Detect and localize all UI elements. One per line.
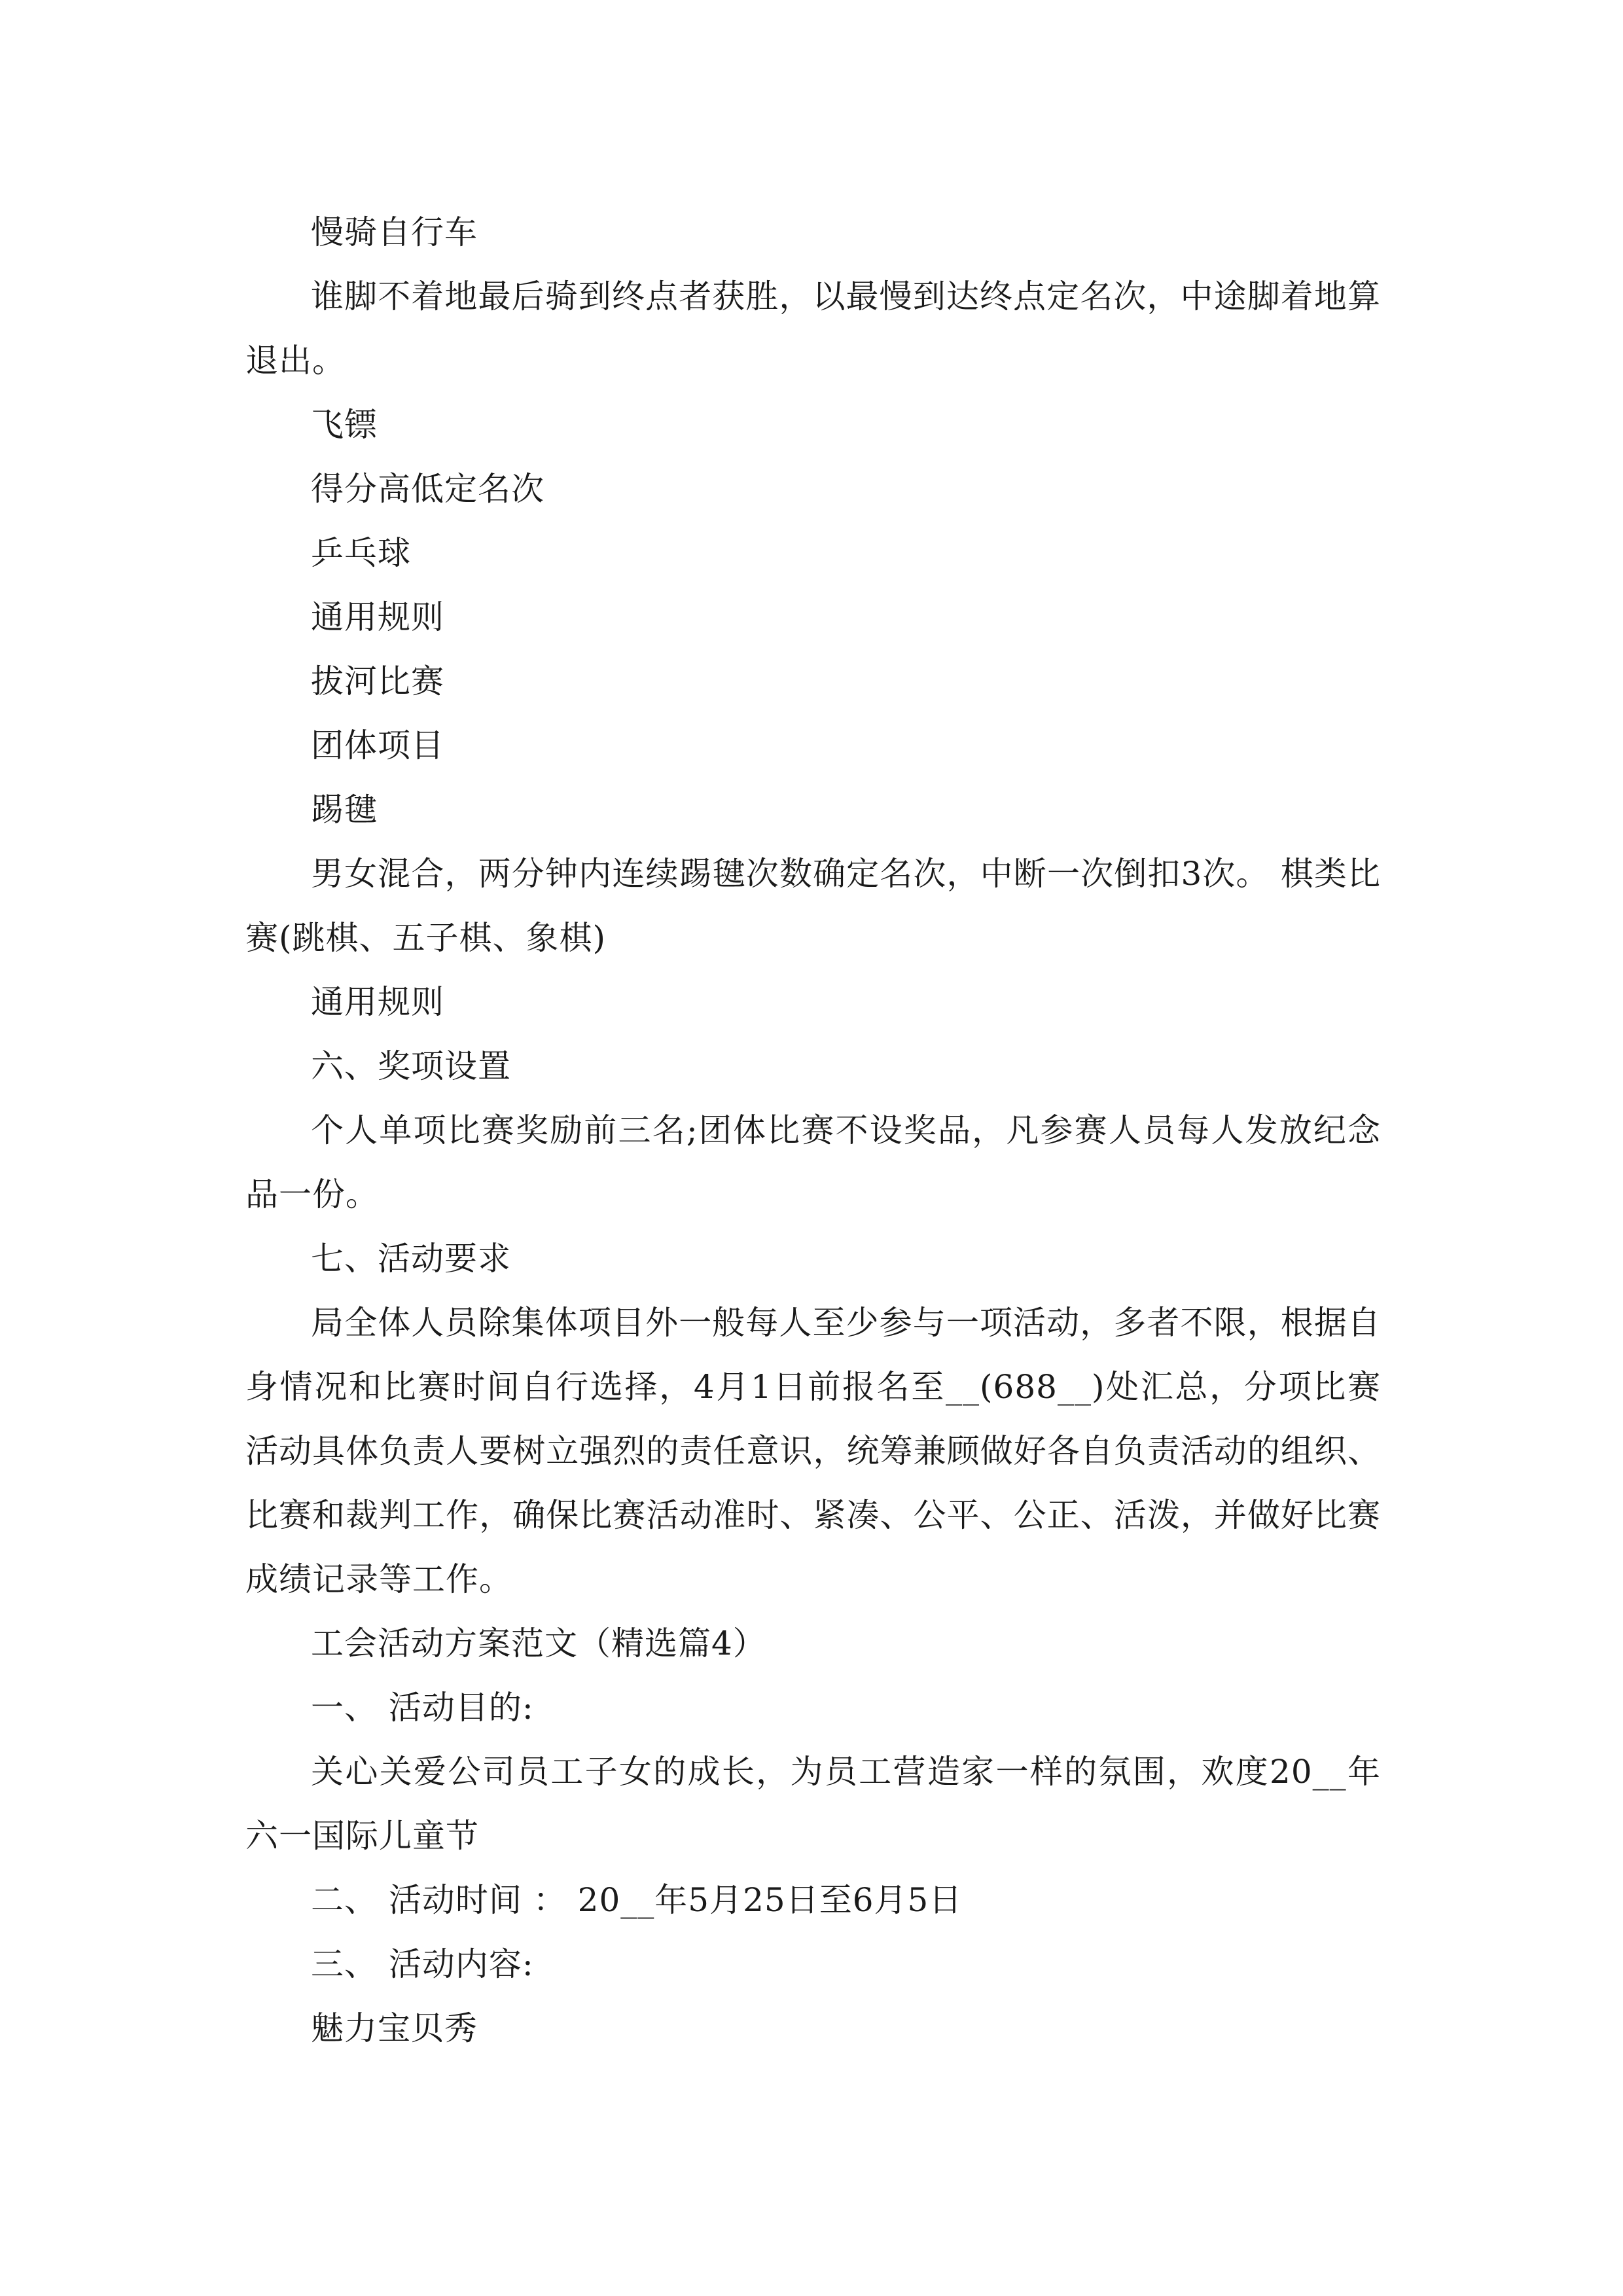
paragraph-purpose: 关心关爱公司员工子女的成长，为员工营造家一样的氛围，欢度20__年六一国际儿童节: [245, 1753, 1381, 1855]
paragraph-charm-baby-show: 魅力宝贝秀: [311, 2009, 478, 2047]
heading-plan-4: 工会活动方案范文（精选篇4）: [311, 1624, 766, 1662]
paragraph-shuttlecock-rule: 男女混合，两分钟内连续踢毽次数确定名次，中断一次倒扣3次。 棋类比赛(跳棋、五子棋、象棋): [245, 855, 1381, 957]
heading-awards: 六、奖项设置: [311, 1047, 511, 1085]
paragraph-table-tennis-title: 乒乓球: [311, 534, 411, 572]
heading-content: 三、 活动内容:: [311, 1945, 534, 1983]
paragraph-slow-bike-rule: 谁脚不着地最后骑到终点者获胜，以最慢到达终点定名次，中途脚着地算退出。: [245, 278, 1381, 380]
body-text: [245, 200, 1381, 2060]
paragraph-darts-title: 飞镖: [311, 406, 378, 444]
paragraph-requirements: 局全体人员除集体项目外一般每人至少参与一项活动，多者不限，根据自身情况和比赛时间自行选择，4月1日前报名至__(688__)处汇总，分项比赛活动具体负责人要树立强烈的责任意识，统筹兼顾做好各自负责活动的组织、比赛和裁判工作，确保比赛活动准时、紧凑、公平、公正、活泼，并做好比赛成绩记录等工作。: [245, 1304, 1381, 1598]
heading-requirements: 七、活动要求: [311, 1240, 511, 1278]
paragraph-time: 二、 活动时间 ： 20__年5月25日至6月5日: [311, 1881, 963, 1919]
paragraph-shuttlecock-title: 踢毽: [311, 791, 378, 829]
paragraph-tug-of-war-title: 拔河比赛: [311, 662, 444, 700]
paragraph-team-event: 团体项目: [311, 726, 444, 764]
paragraph-slow-bike-title: 慢骑自行车: [311, 213, 478, 251]
paragraph-general-rules: 通用规则: [311, 598, 444, 636]
paragraph-general-rules-2: 通用规则: [311, 983, 444, 1021]
paragraph-darts-rule: 得分高低定名次: [311, 470, 544, 508]
paragraph-awards: 个人单项比赛奖励前三名;团体比赛不设奖品，凡参赛人员每人发放纪念品一份。: [245, 1111, 1381, 1213]
heading-purpose: 一、 活动目的:: [311, 1689, 534, 1727]
